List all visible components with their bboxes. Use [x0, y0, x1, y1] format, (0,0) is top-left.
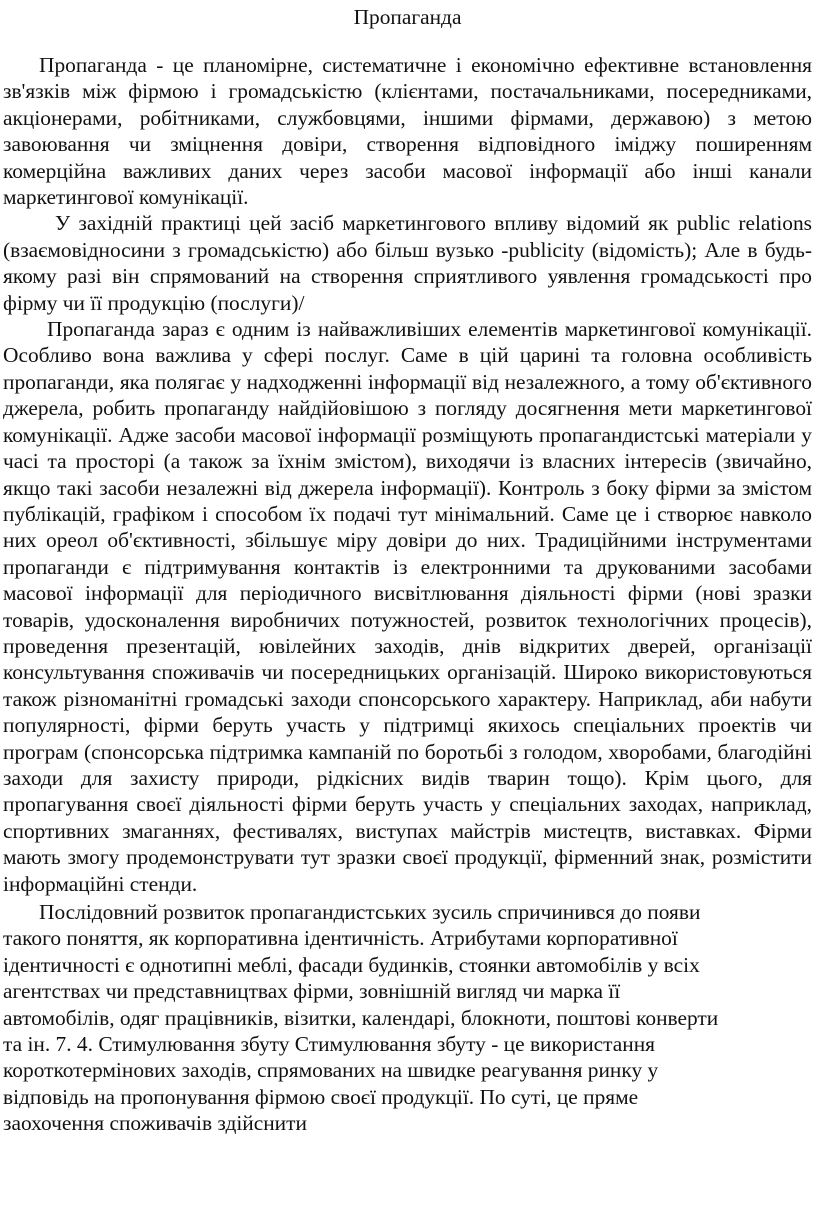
paragraph-public-relations: У західній практиці цей засіб маркетингового впливу відомий як public relations (взаємовідносини з громадськістю) або більш вузько -publicity (відомість); Але в будь-якому разі він спрямований на створення сприятливого уявлення громадськості про фірму чи її продукцію (послуги)/: [3, 211, 812, 315]
text-line: заохочення споживачів здійснити: [3, 1111, 307, 1136]
document-title: Пропаганда: [353, 5, 462, 29]
paragraph-corporate-identity: [3, 899, 812, 1137]
text-line: ідентичності є однотипні меблі, фасади будинків, стоянки автомобілів у всіх: [3, 952, 700, 977]
text-line: відповідь на пропонування фірмою своєї продукції. По суті, це пряме: [3, 1084, 639, 1109]
text-line: агентствах чи представництвах фірми, зовнішній вигляд чи марка її: [3, 979, 621, 1004]
text-line: такого поняття, як корпоративна ідентичність. Атрибутами корпоративної: [3, 926, 678, 951]
text-line: та ін. 7. 4. Стимулювання збуту Стимулювання збуту - це використання: [3, 1032, 655, 1057]
text-line: Послідовний розвиток пропагандистських зусиль спричинився до появи: [39, 900, 701, 924]
text-line: автомобілів, одяг працівників, візитки, календарі, блокноти, поштові конверти: [3, 1005, 719, 1030]
paragraph-definition: Пропаганда - це планомірне, систематичне і економічно ефективне встановлення зв'язків між фірмою і громадськістю (клієнтами, постачальниками, посередниками, акціонерами, робітниками, службовцями, іншими фірмами, державою) з метою завоювання чи зміцнення довіри, створення відповідного іміджу поширенням комерційна важливих даних через засоби масової інформації або інші канали маркетингової комунікації.: [3, 53, 812, 210]
text-line: короткотермінових заходів, спрямованих на швидке реагування ринку у: [3, 1058, 659, 1083]
paragraph-instruments: Пропаганда зараз є одним із найважливіших елементів маркетингової комунікації. Особливо вона важлива у сфері послуг. Саме в цій царині та головна особливість пропаганди, яка полягає у надходженні інформації від незалежного, а тому об'єктивного джерела, робить пропаганду найдійовішою з погляду досягнення мети маркетингової комунікації. Адже засоби масової інформації розміщують пропагандистські матеріали у часі та просторі (а також за їхнім змістом), виходячи із власних інтересів (звичайно, якщо такі засоби незалежні від джерела інформації). Контроль з боку фірми за змістом публікацій, графіком і способом їх подачі тут мінімальний. Саме це і створює навколо них ореол об'єктивності, збільшує міру довіри до них. Традиційними інструментами пропаганди є підтримування контактів із електронними та друкованими засобами масової інформації для періодичного висвітлювання діяльності фірми (нові зразки товарів, удосконалення виробничих потужностей, розвиток технологічних процесів), проведення презентацій, ювілейних заходів, днів відкритих дверей, організації консультування споживачів чи посередницьких організацій. Широко використовуються також різноманітні громадські заходи спонсорського характеру. Наприклад, аби набути популярності, фірми беруть участь у підтримці якихось спеціальних проектів чи програм (спонсорська підтримка кампаній по боротьбі з голодом, хворобами, благодійні заходи для захисту природи, рідкісних видів тварин тощо). Крім цього, для пропагування своєї діяльності фірми беруть участь у спеціальних заходах, наприклад, спортивних змаганнях, фестивалях, виступах майстрів мистецтв, виставках. Фірми мають змогу продемонструвати тут зразки своєї продукції, фірменний знак, розмістити інформаційні стенди.: [3, 317, 812, 896]
